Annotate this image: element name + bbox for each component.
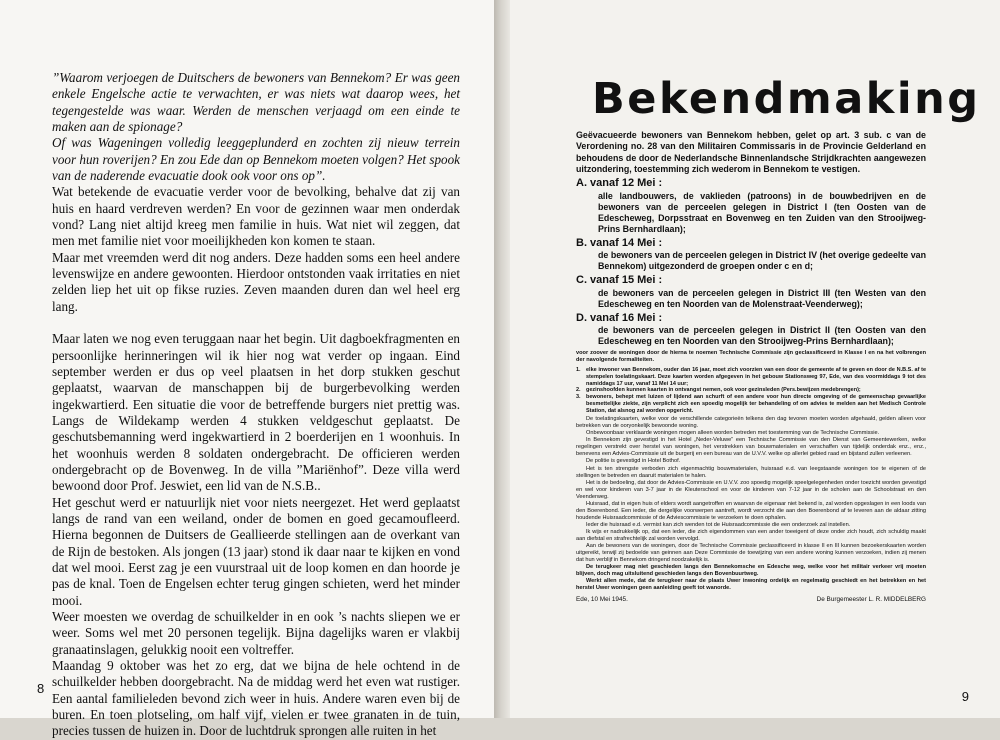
paragraph: Of was Wageningen volledig leeggeplunderd en zochten zij nieuw terrein voor hun roverijen? En zou Ede dan op Bennekom moeten volgen? Het spook van de naderende evacuatie dook ook voor ons op”. <box>52 135 460 184</box>
paragraph: Wat betekende de evacuatie verder voor de bevolking, behalve dat zij van huis en haard verdreven werden? En voor de gezinnen waar men onderdak vond? Lang niet altijd kreeg men familie in huis. Wat niet wil zeggen, dat men met familie niet voor moeilijkheden kon komen te staan. <box>52 184 460 249</box>
announcement-title: Bekendmaking <box>592 74 981 124</box>
item-text: bewoners, behept met luizen of lijdend aan schurft of een andere voor hun directe omgeving of de gemeenschap gevaarlijke besmettelijke ziekte, zijn verplicht zich een spoedig mogelijk ter behandeling of om advies te melden aan het Medisch Controle Station, dat alsnog zal worden opgericht. <box>586 394 926 414</box>
section-heading: C. vanaf 15 Mei : <box>576 274 663 287</box>
paragraph: Maandag 9 oktober was het zo erg, dat we bijna de hele ochtend in de schuilkelder hebben doorgebracht. Na de middag werd het even wat rustiger. Een aantal familieleden bevond zich weer in huis. Andere waren even bij de buren. En toen plotseling, om half vijf, vielen er twee granaten in de tuin, precies tussen de huizen in. Door de luchtdruk sprongen alle ruiten in het <box>52 658 460 739</box>
section-c <box>576 274 926 310</box>
paragraph: Het geschut werd er natuurlijk niet voor niets neergezet. Het werd geplaatst langs de rand van een weiland, onder de bomen en goed gecamoufleerd. Hierna begonnen de Duitsers de Geallieerde stellingen aan de overkant van de Rijn de bestoken. Als jongen (13 jaar) stond ik daar naar te kijken en vond dat wel mooi. Eerst zag je een vuurstraal uit de loop komen en dan hoorde je pas de knal. Toen de Engelsen echter terug gingen schieten, werd het minder mooi. <box>52 494 460 608</box>
paragraph: ”Waarom verjoegen de Duitschers de bewoners van Bennekom? Er was geen enkele Engelsche actie te verwachten, er was niets wat daarop wees, het tegengestelde was waar. Werden de menschen verjaagd om een einde te maken aan de spionage? <box>52 70 460 135</box>
item-number: 2. <box>576 387 581 394</box>
item-text: elke inwoner van Bennekom, ouder dan 16 jaar, moet zich voorzien van een door de gemeente af te geven en door de N.B.S. af te stempelen toelatingskaart. Deze kaarten worden afgegeven in het gebouw Stationsweg 97, Ede, van des voormiddags 9 tot des namiddags 17 uur, vanaf 11 Mei 14 uur; <box>586 367 926 387</box>
section-heading: B. vanaf 14 Mei : <box>576 236 663 249</box>
item-number: 3. <box>576 394 581 401</box>
section-a <box>576 177 926 235</box>
item-number: 1. <box>576 367 581 374</box>
place-date: Ede, 10 Mei 1945. <box>576 596 628 604</box>
page-number-right: 9 <box>961 689 969 704</box>
announcement <box>576 74 981 604</box>
notice-paragraph-bold: De terugkeer mag niet geschieden langs den Bennekomsche en Edesche weg, welke voor het militair verkeer vrij moeten blijven, doch mag uitsluitend geschieden langs den Bovenbuurtweg. <box>576 564 926 578</box>
condition-text: voor zoover de woningen door de hierna te noemen Technische Commissie zijn geclassificeerd in Klasse I en na het volbrengen der navolgende formaliteiten. <box>576 350 926 364</box>
left-page-text <box>52 70 460 740</box>
numbered-item <box>576 394 926 414</box>
paragraph: Maar met vreemden werd dit nog anders. Deze hadden soms een heel andere levenswijze en andere gewoonten. Hierdoor ontstonden vaak irritaties en niet zelden liep het uit op fikse ruzies. Zeven maanden duren dan wel heel erg lang. <box>52 249 460 314</box>
left-page <box>0 0 494 739</box>
notice-paragraph: In Bennekom zijn gevestigd in het Hotel „Neder-Veluwe” een Technische Commissie van den Dienst van Gemeentewerken, welke regelingen verstrekt over herstel van woningen, het verstrekken van bouwmaterialen en verschaffen van tijdelijk onderdak enz., enz., benevens een Advies-Commissie uit de burgerij en een bureau van de U.V.V. welke op allerlei gebied raad en bijstand zullen verleenen. <box>576 437 926 458</box>
notice-paragraph: Onbewoonbaar verklaarde woningen mogen alleen worden betreden met toestemming van de Technische Commissie. <box>586 430 880 437</box>
book-gutter <box>494 0 510 718</box>
section-body: de bewoners van de perceelen gelegen in District IV (het overige gedeelte van Bennekom) uitgezonderd de groepen onder c en d; <box>598 250 926 272</box>
section-d <box>576 312 926 348</box>
right-page <box>510 0 1000 718</box>
signer: De Burgemeester L. R. MIDDELBERG <box>816 596 926 604</box>
notice-paragraph: Ik wijs er nadrukkelijk op, dat een ieder, die zich eigendommen van een ander toeeigent of deze onder zich houdt, zich schuldig maakt aan diefstal en strafrechtelijk zal worden vervolgd. <box>576 528 926 542</box>
section-body: de bewoners van de perceelen gelegen in District II (ten Oosten van den Edescheweg en ten Noorden van den Strooijweg-Prins Bernhardlaan); <box>598 325 926 347</box>
section-b <box>576 237 926 273</box>
notice-paragraph: Aan de bewoners van de woningen, door de Technische Commissie geclassificeerd in klasse II en III kunnen bezoekerskaarten worden uitgereikt, terwijl zij bedoelde van geinnen aan Deze Commissie de toewijzing van een andere woning kunnen verzoeken, indien zij menen dat hun verblijf in Bennekom dringend noodzakelijk is. <box>576 543 926 564</box>
numbered-item <box>576 367 926 387</box>
notice-paragraph: Het is de bedoeling, dat door de Advies-Commissie en U.V.V. zoo spoedig mogelijk speelgelegenheden onder toezicht worden gevestigd en wel voor kinderen van 3-7 jaar in de Kleuterschool en voor de kinderen van 7-12 jaar in de scholen aan de Schoolstraat en den Veenderweg. <box>576 479 926 500</box>
notice-paragraph-bold: Werkt allen mede, dat de terugkeer naar de plaats Uwer inwoning ordelijk en regelmatig geschiedt en het betrekken en het herstel Uwer woningen geen aanleiding geeft tot wanorde. <box>576 578 926 592</box>
signature-line <box>576 596 926 603</box>
section-body: alle landbouwers, de vaklieden (patroons) in de bouwbedrijven en de bewoners van de perceelen gelegen in District I (ten Oosten van de Edescheweg, Dorpsstraat en Bovenweg en ten Zuiden van den Strooijweg-Prins Bernhardlaan); <box>598 190 926 234</box>
notice-paragraph: Ieder die huisraad e.d. vermist kan zich wenden tot de Huisraadcommissie die een onderzoek zal instellen. <box>586 521 851 528</box>
paragraph: Weer moesten we overdag de schuilkelder in en ook ’s nachts sliepen we er weer. Soms wel met 20 personen tegelijk. Bijna dagelijks waren er vlakbij granaatinslagen, gelukkig nooit een voltreffer. <box>52 609 460 657</box>
announcement-intro: Geëvacueerde bewoners van Bennekom hebben, gelet op art. 3 sub. c van de Verordening no. 28 van den Militairen Commissaris in de Provincie Gelderland en behoudens de door de Nederlandsche Binnenlandsche Strijdkrachten aangewezen uitzondering, toestemming zich wederom in Bennekom te vestigen. <box>576 130 926 174</box>
notice-paragraph: De toelatingskaarten, welke voor de verschillende categorieën telkens den dag tevoren moeten worden afgehaald, gelden alleen voor betrekken van de ooryonkelijk bewoonde woning. <box>576 416 926 430</box>
notice-paragraph: De politie is gevestigd in Hotel Bothof. <box>586 458 681 465</box>
notice-paragraph: Huisraad, dat in eigen huis of elders wordt aangetroffen en waarvan de eigenaar niet bekend is, zal worden opgeslagen in een loods van den Boerenbond. Een ieder, die dergelijke voorwerpen aantreft, wordt verzocht die aan den Boerenbond af te leveren aan de aldaar zitting houdende Huisraadcommissie of de Adviescommissie te verzoeken te doen ophalen. <box>576 500 926 521</box>
paragraph: Maar laten we nog even teruggaan naar het begin. Uit dagboekfragmenten en persoonlijke herinneringen wil ik hier nog wat verder op ingaan. Eind september werden er dus op veel plaatsen in het dorp stukken geschut geplaatst, waarvan de manschappen bij de burgerbevolking werden ingekwartierd. Een situatie die voor de betreffende burgers niet prettig was. Langs de Wildekamp werden 4 stukken veldgeschut geplaatst. De geschutsbemanning werd ingekwartierd in 2 boerderijen en 1 woonhuis. In het woonhuis werden 8 soldaten ondergebracht. De officieren werden ondergebracht op de Bovenweg. In de villa ”Mariënhof”. Deze villa werd bewoond door Prof. Jeswiet, een lid van de N.S.B.. <box>52 331 460 494</box>
section-heading: D. vanaf 16 Mei : <box>576 311 663 324</box>
numbered-item <box>576 387 926 394</box>
section-heading: A. vanaf 12 Mei : <box>576 177 663 190</box>
notice-paragraph: Het is ten strengste verboden zich eigenmachtig bouwmaterialen, huisraad e.d. van leegstaande woningen toe te eigenen of de stellingen te betreden en daaruit materialen te halen. <box>576 465 926 479</box>
section-body: de bewoners van de perceelen gelegen in District III (ten Westen van den Edescheweg en ten Noorden van de Molenstraat-Veenderweg); <box>598 287 926 309</box>
item-text: gezinshoofden kunnen kaarten in ontvangst nemen, ook voor gezinsleden (Pers.bewijzen medebrengen); <box>586 387 861 394</box>
page-number-left: 8 <box>37 681 45 696</box>
